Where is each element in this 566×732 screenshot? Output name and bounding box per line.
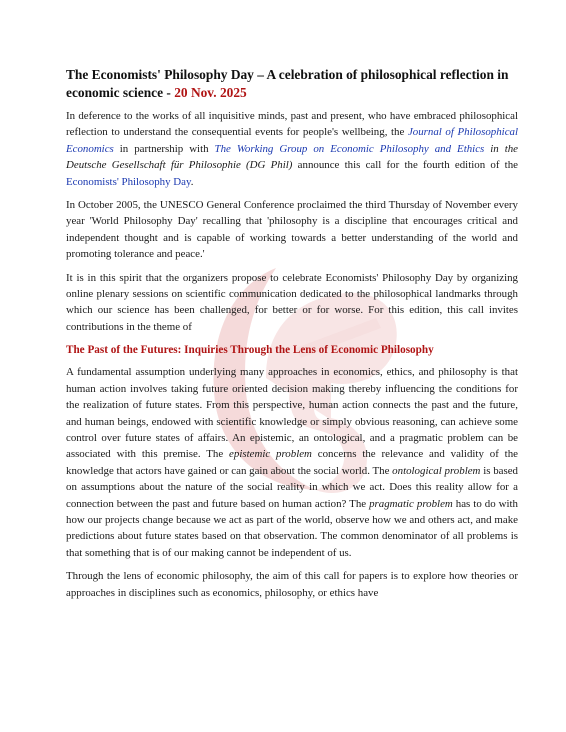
paragraph-intro	[66, 108, 518, 190]
paragraph-assumption	[66, 364, 518, 561]
text-span: concerns the relevance and validity of the knowledge that actors have gained or can gain about the social world. The	[66, 448, 518, 477]
emphasis-epistemic: epistemic problem	[229, 448, 312, 461]
text-span: is based on assumptions about the nature of the social reality in which we act. Does this reality allow for a connection between the past and future based on human action? The	[66, 464, 518, 510]
working-group-link-text: The Working Group on Economic Philosophy and Ethics	[214, 142, 485, 155]
text-span: announce this call for the fourth edition of the	[292, 159, 518, 172]
call-theme-heading: The Past of the Futures: Inquiries Through the Lens of Economic Philosophy	[66, 344, 434, 357]
paragraph-spirit: It is in this spirit that the organizers propose to celebrate Economists' Philosophy Day by organizing online plenary sessions on scientific communication dedicated to the philosophical landmarks through which our science has been challenged, for better or for worse. For this edition, this call invites contributions in the theme of	[66, 271, 518, 333]
emphasis-ontological: ontological problem	[392, 464, 481, 477]
document-body	[66, 66, 518, 608]
event-date: 20 Nov. 2025	[174, 85, 247, 100]
emphasis-pragmatic: pragmatic problem	[369, 497, 453, 510]
working-group-link[interactable]	[215, 143, 485, 155]
text-span-italic: in the Deutsche Gesellschaft für Philosophie (DG Phil)	[66, 142, 518, 172]
text-span: in partnership with	[113, 142, 215, 155]
paragraph-lens: Through the lens of economic philosophy, the aim of this call for papers is to explore how theories or approaches in disciplines such as economics, philosophy, or ethics have	[66, 570, 518, 599]
text-span: .	[190, 175, 194, 188]
paragraph-unesco: In October 2005, the UNESCO General Conference proclaimed the third Thursday of November every year 'World Philosophy Day' recalling that 'philosophy is a discipline that encourages critical and independent thought and is capable of working towards a better understanding of the world and promoting tolerance and peace.'	[66, 199, 518, 261]
journal-link-text: Journal of Philosophical Economics	[66, 126, 518, 155]
text-span: A fundamental assumption underlying many approaches in economics, ethics, and philosophy is that human action involves taking future oriented decision making thereby influencing the conditions for the realization of future states. From this perspective, human action connects the past and the future, and human beings, endowed with scientific knowledge or simply obvious reasoning, can achieve some control over future states of affairs. An epistemic, an ontological, and a pragmatic problem can be associated with this premise. The	[66, 366, 518, 461]
text-span: has to do with how our projects change because we act as part of the world, observe how we and others act, and make predictions about future states based on that observation. The common denominator of all problems is that something that is of our making cannot be independent of us.	[66, 497, 519, 559]
philosophy-day-link[interactable]: Economists' Philosophy Day	[66, 175, 191, 188]
text-span: In deference to the works of all inquisitive minds, past and present, who have embraced philosophical reflection to understand the consequential events for people's wellbeing, the	[66, 110, 518, 139]
page-title	[66, 66, 518, 102]
title-text: The Economists' Philosophy Day – A celebration of philosophical reflection in economic science -	[66, 67, 509, 100]
